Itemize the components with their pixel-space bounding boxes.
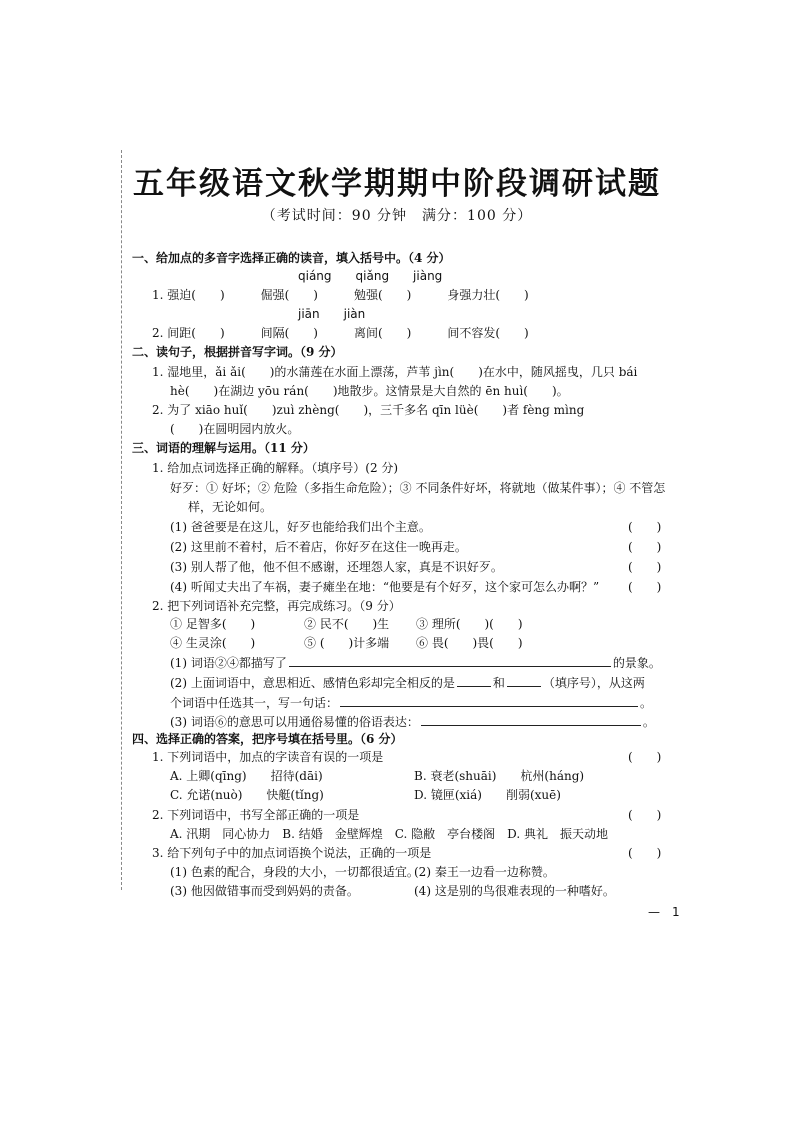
exercise-1-suffix: 的景象。 — [612, 656, 661, 670]
question-1-1: 1. 强迫( ) 倔强( ) 勉强( ) 身强力壮( ) — [152, 288, 529, 302]
sentence-item: (4) 听闻丈夫出了车祸，妻子瘫坐在地：“他要是有个好歹，这个家可怎么办啊？” — [170, 580, 600, 594]
pinyin-options-1: qiáng qiǎng jiàng — [298, 269, 443, 283]
question-2-2-line2: ( )在圆明园内放火。 — [170, 422, 300, 436]
page-number: — 1 — [648, 905, 680, 919]
section-2-heading: 二、读句子，根据拼音写字词。（9 分） — [132, 345, 343, 359]
answer-blank[interactable] — [507, 674, 541, 687]
question-3-1-title: 1. 给加点词选择正确的解释。（填序号）(2 分) — [152, 461, 399, 475]
exercise-2-suffix: （填序号），从这两 — [542, 676, 645, 690]
option-b: B. 衰老(shuāi) 杭州(háng) — [414, 769, 585, 783]
sentence-1: (1) 色素的配合，身段的大小，一切都很适宜。 — [170, 865, 419, 879]
idiom-2: ② 民不( )生 — [304, 617, 390, 631]
answer-bracket[interactable]: ( ) — [628, 540, 662, 554]
option-d: D. 镜匣(xiá) 削弱(xuē) — [414, 788, 561, 802]
question-4-2: 2. 下列词语中，书写全部正确的一项是 — [152, 808, 360, 822]
section-1-heading: 一、给加点的多音字选择正确的读音，填入括号中。（4 分） — [132, 251, 451, 265]
sentence-2: (2) 秦王一边看一边称赞。 — [414, 865, 555, 879]
section-4-heading: 四、选择正确的答案，把序号填在括号里。（6 分） — [132, 732, 403, 746]
definition-line1: 好歹：① 好坏；② 危险（多指生命危险）；③ 不同条件好坏，将就地（做某件事）；④ 不管怎 — [170, 481, 666, 495]
binding-margin-line — [121, 150, 122, 890]
exercise-1-prefix: (1) 词语②④都描写了 — [170, 656, 287, 670]
answer-bracket[interactable]: ( ) — [628, 520, 662, 534]
question-4-1: 1. 下列词语中，加点的字读音有误的一项是 — [152, 750, 384, 764]
idiom-3: ③ 理所( )( ) — [416, 617, 523, 631]
sentence-4: (4) 这是别的鸟很难表现的一种嗜好。 — [414, 884, 615, 898]
option-c: C. 允诺(nuò) 快艇(tǐng) — [170, 788, 324, 802]
exercise-3-end: 。 — [642, 715, 655, 729]
answer-blank[interactable] — [289, 654, 611, 667]
exercise-2-instruction: 个词语中任选其一，写一句话： — [170, 696, 339, 710]
answer-bracket[interactable]: ( ) — [628, 846, 662, 860]
answer-blank[interactable] — [340, 694, 638, 707]
sentence-item: (3) 别人帮了他，他不但不感谢，还埋怨人家，真是不识好歹。 — [170, 560, 503, 574]
exercise-2-line2 — [170, 693, 652, 713]
question-3-2-title: 2. 把下列词语补充完整，再完成练习。（9 分） — [152, 599, 401, 613]
exercise-2-and: 和 — [492, 676, 505, 690]
question-1-2: 2. 间距( ) 间隔( ) 离间( ) 间不容发( ) — [152, 326, 529, 340]
idiom-6: ⑥ 畏( )畏( ) — [416, 636, 523, 650]
exercise-2-line1 — [170, 673, 645, 693]
question-4-3: 3. 给下列句子中的加点词语换个说法，正确的一项是 — [152, 846, 432, 860]
exercise-2-prefix: (2) 上面词语中，意思相近、感情色彩却完全相反的是 — [170, 676, 455, 690]
answer-bracket[interactable]: ( ) — [628, 580, 662, 594]
section-3-heading: 三、词语的理解与运用。（11 分） — [132, 441, 315, 455]
answer-blank[interactable] — [457, 674, 491, 687]
exam-title: 五年级语文秋学期期中阶段调研试题 — [133, 166, 661, 202]
question-4-2-options: A. 汛期 同心协力 B. 结婚 金壁辉煌 C. 隐敝 亭台楼阁 D. 典礼 振天动地 — [170, 827, 608, 841]
option-a: A. 上卿(qīng) 招待(dāi) — [170, 769, 323, 783]
question-2-1-line2: hè( )在湖边 yōu rán( )地散步。这情景是大自然的 ēn huì( )。 — [170, 384, 569, 398]
sentence-3: (3) 他因做错事而受到妈妈的责备。 — [170, 884, 359, 898]
sentence-item: (1) 爸爸要是在这儿，好歹也能给我们出个主意。 — [170, 520, 431, 534]
exam-subtitle: （考试时间：90 分钟 满分：100 分） — [261, 208, 533, 224]
answer-bracket[interactable]: ( ) — [628, 808, 662, 822]
answer-bracket[interactable]: ( ) — [628, 560, 662, 574]
pinyin-options-2: jiān jiàn — [298, 307, 366, 321]
exercise-3-prefix: (3) 词语⑥的意思可以用通俗易懂的俗语表达： — [170, 715, 419, 729]
exercise-2-end: 。 — [640, 696, 653, 710]
answer-blank[interactable] — [421, 713, 641, 726]
idiom-5: ⑤ ( )计多端 — [304, 636, 390, 650]
answer-bracket[interactable]: ( ) — [628, 750, 662, 764]
question-2-2-line1: 2. 为了 xiāo huǐ( )zuì zhèng( )，三千多名 qīn lüè( )者 fèng mìng — [152, 403, 585, 417]
idiom-1: ① 足智多( ) — [170, 617, 256, 631]
exercise-1 — [170, 653, 661, 673]
idiom-4: ④ 生灵涂( ) — [170, 636, 256, 650]
definition-line2: 样，无论如何。 — [188, 500, 273, 514]
question-2-1-line1: 1. 湿地里，ǎi ǎi( )的水蒲莲在水面上漂荡，芦苇 jìn( )在水中，随风摇曳，几只 bái — [152, 365, 638, 379]
sentence-item: (2) 这里前不着村，后不着店，你好歹在这住一晚再走。 — [170, 540, 467, 554]
